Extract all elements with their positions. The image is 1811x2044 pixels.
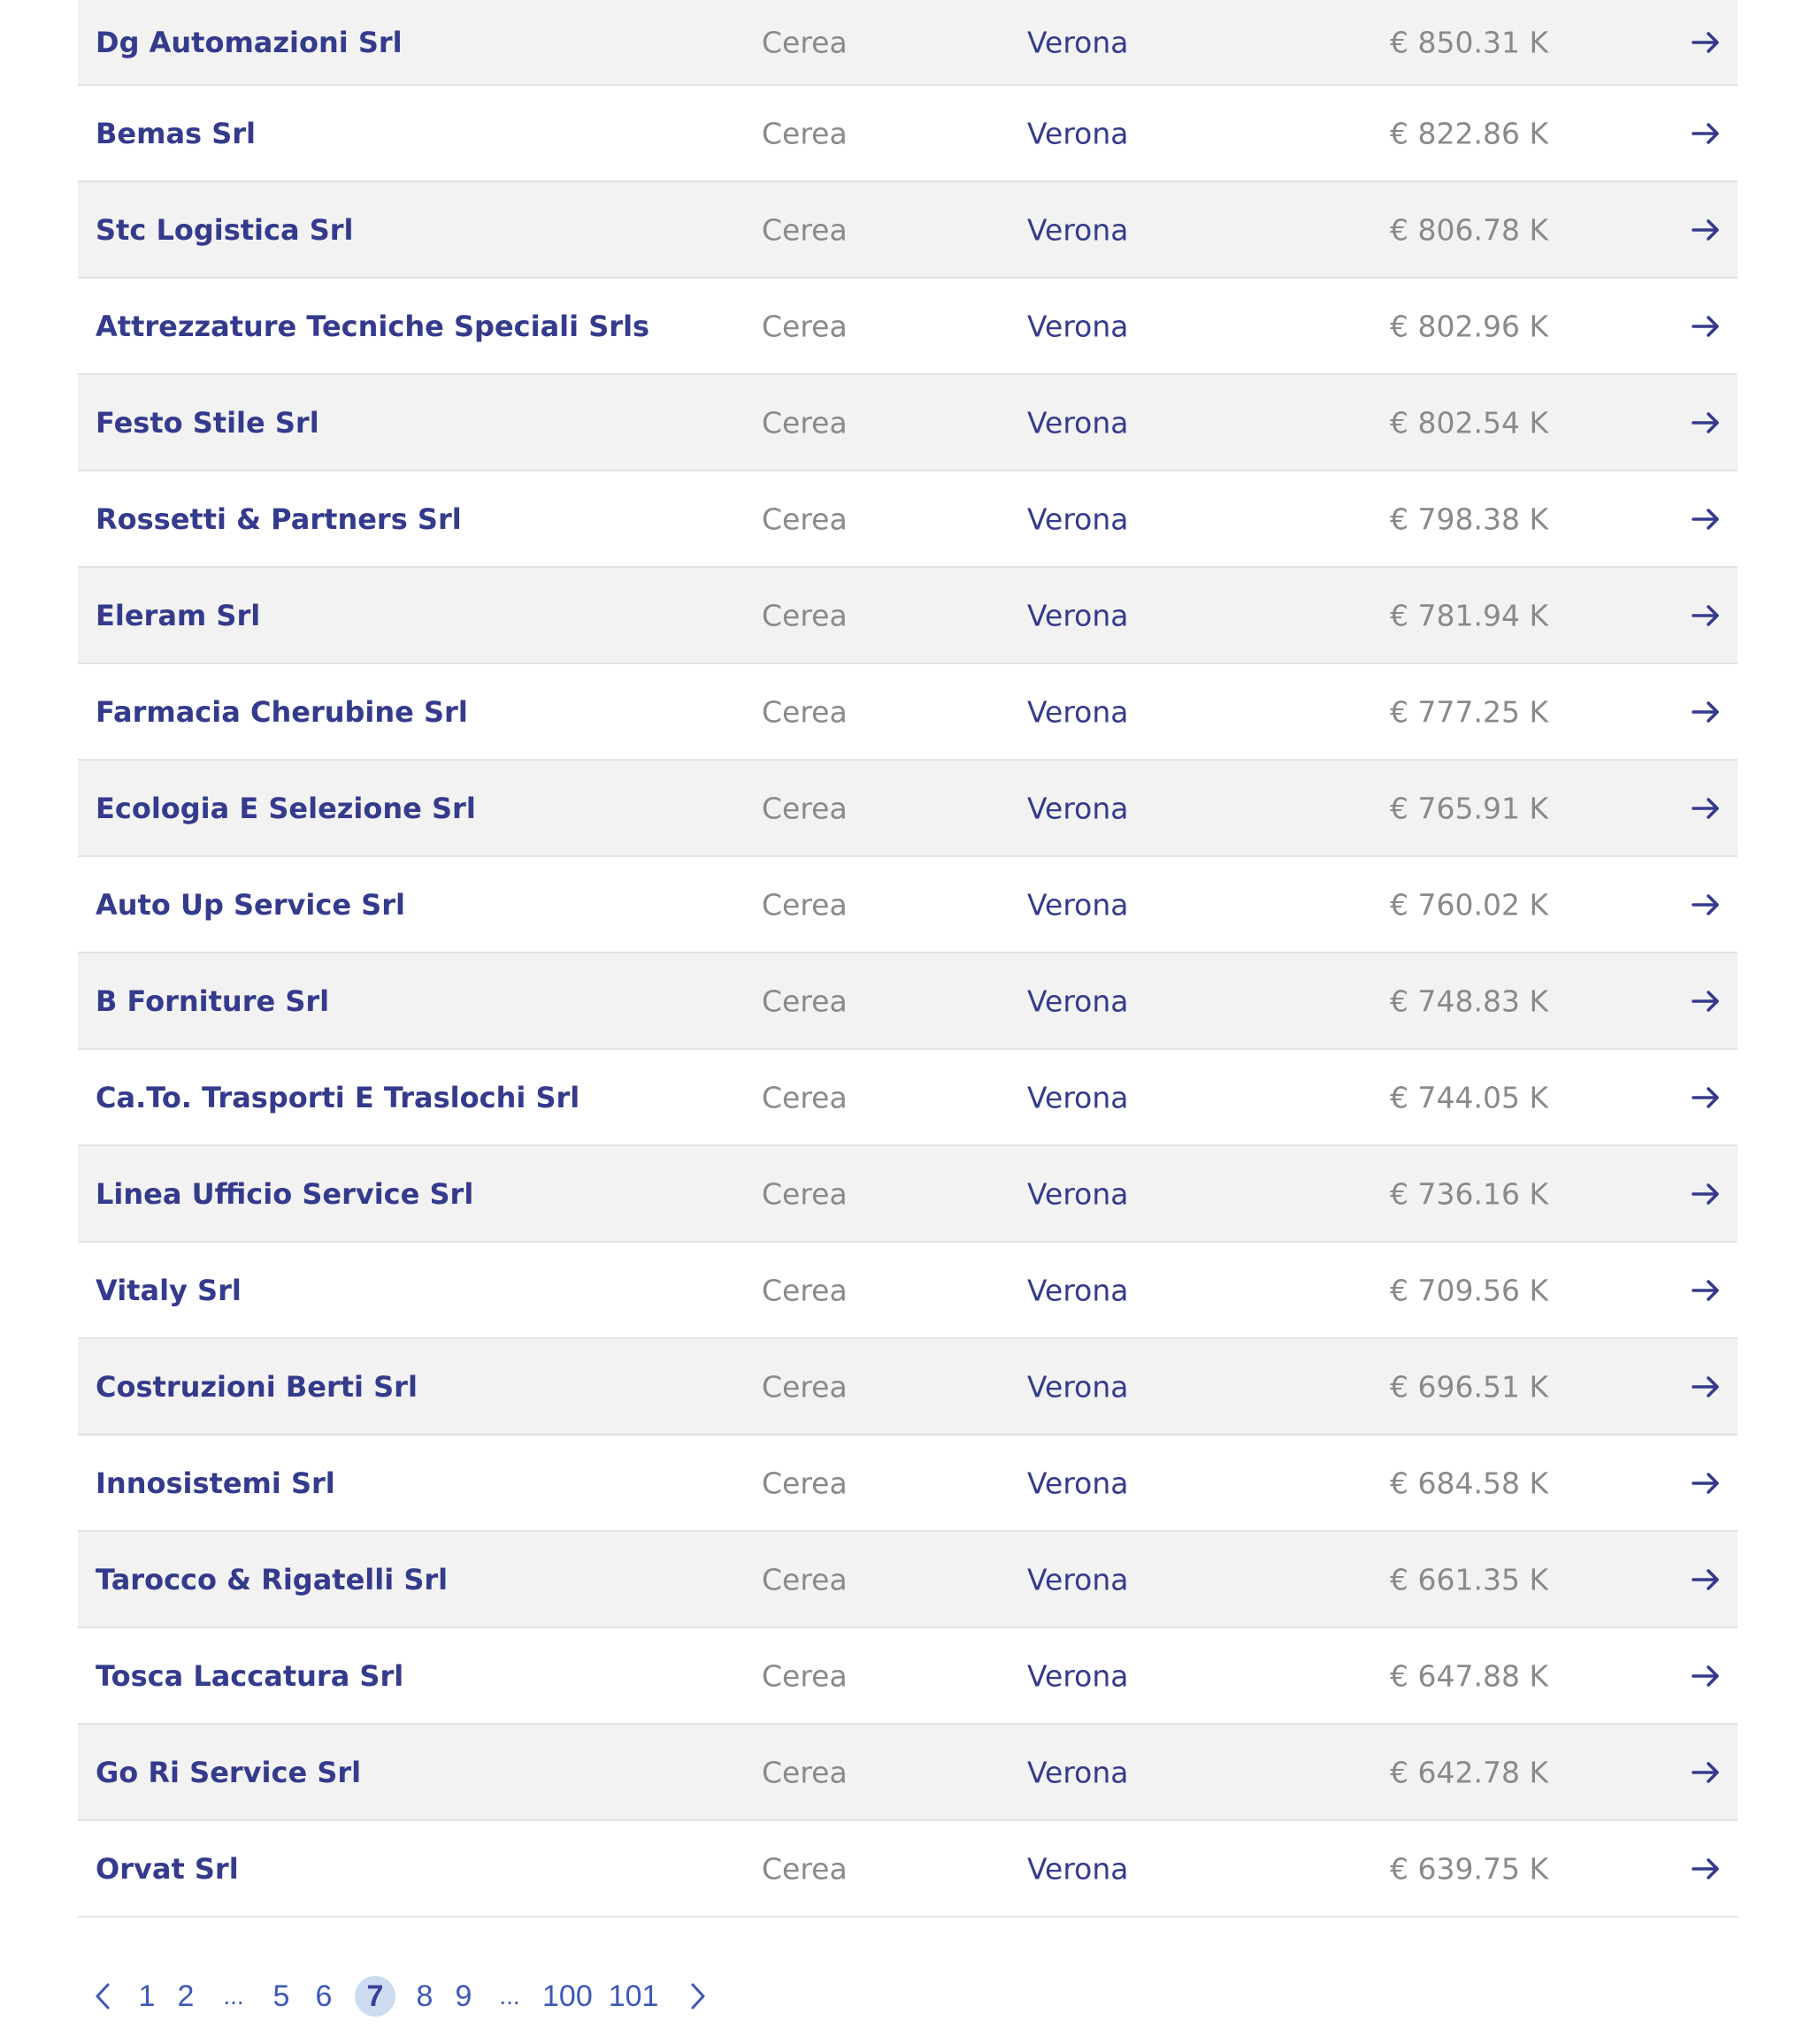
province-cell: Verona xyxy=(1027,501,1129,536)
city-cell: Cerea xyxy=(762,694,848,729)
revenue-cell: € 684.58 K xyxy=(1390,1466,1549,1500)
company-name-link[interactable]: Attrezzature Tecniche Speciali Srls xyxy=(96,309,650,343)
table-row[interactable] xyxy=(78,86,1738,182)
company-name-link[interactable]: Costruzioni Berti Srl xyxy=(96,1369,418,1404)
pagination-page[interactable]: 5 xyxy=(272,1979,290,2013)
arrow-right-icon[interactable] xyxy=(1688,1176,1723,1212)
chevron-left-icon[interactable] xyxy=(93,1974,112,2018)
province-cell: Verona xyxy=(1027,1369,1129,1404)
province-cell: Verona xyxy=(1027,1658,1129,1693)
company-name-link[interactable]: Festo Stile Srl xyxy=(96,405,319,440)
arrow-right-icon[interactable] xyxy=(1688,1562,1723,1597)
province-cell: Verona xyxy=(1027,1851,1129,1886)
revenue-cell: € 777.25 K xyxy=(1390,694,1549,729)
arrow-right-icon[interactable] xyxy=(1688,405,1723,440)
table-row[interactable] xyxy=(78,568,1738,664)
arrow-right-icon[interactable] xyxy=(1688,694,1723,730)
revenue-cell: € 760.02 K xyxy=(1390,887,1549,922)
province-cell: Verona xyxy=(1027,887,1129,922)
arrow-right-icon[interactable] xyxy=(1688,25,1723,60)
table-row[interactable] xyxy=(78,471,1738,568)
province-cell: Verona xyxy=(1027,694,1129,729)
table-row[interactable] xyxy=(78,1050,1738,1146)
company-name-link[interactable]: B Forniture Srl xyxy=(96,984,330,1018)
revenue-cell: € 709.56 K xyxy=(1390,1273,1549,1307)
company-name-link[interactable]: Eleram Srl xyxy=(96,598,261,632)
city-cell: Cerea xyxy=(762,1176,848,1211)
province-cell: Verona xyxy=(1027,1466,1129,1500)
table-row[interactable] xyxy=(78,664,1738,761)
province-cell: Verona xyxy=(1027,25,1129,59)
province-cell: Verona xyxy=(1027,1273,1129,1307)
province-cell: Verona xyxy=(1027,1080,1129,1114)
arrow-right-icon[interactable] xyxy=(1688,887,1723,922)
revenue-cell: € 802.96 K xyxy=(1390,309,1549,343)
arrow-right-icon[interactable] xyxy=(1688,1658,1723,1694)
revenue-cell: € 798.38 K xyxy=(1390,501,1549,536)
company-name-link[interactable]: Auto Up Service Srl xyxy=(96,887,405,922)
company-name-link[interactable]: Ecologia E Selezione Srl xyxy=(96,791,476,825)
company-name-link[interactable]: Bemas Srl xyxy=(96,116,257,150)
city-cell: Cerea xyxy=(762,405,848,440)
city-cell: Cerea xyxy=(762,212,848,247)
table-row[interactable] xyxy=(78,182,1738,279)
city-cell: Cerea xyxy=(762,1658,848,1693)
province-cell: Verona xyxy=(1027,1562,1129,1596)
city-cell: Cerea xyxy=(762,501,848,536)
table-row[interactable] xyxy=(78,0,1738,86)
table-row[interactable] xyxy=(78,1628,1738,1725)
pagination-page[interactable]: 8 xyxy=(416,1979,434,2013)
city-cell: Cerea xyxy=(762,1851,848,1886)
revenue-cell: € 781.94 K xyxy=(1390,598,1549,632)
table-row[interactable] xyxy=(78,1339,1738,1435)
revenue-cell: € 822.86 K xyxy=(1390,116,1549,150)
company-name-link[interactable]: Farmacia Cherubine Srl xyxy=(96,694,468,729)
revenue-cell: € 765.91 K xyxy=(1390,791,1549,825)
company-name-link[interactable]: Vitaly Srl xyxy=(96,1273,242,1307)
province-cell: Verona xyxy=(1027,116,1129,150)
table-row[interactable] xyxy=(78,1243,1738,1339)
province-cell: Verona xyxy=(1027,309,1129,343)
company-name-link[interactable]: Rossetti & Partners Srl xyxy=(96,501,462,536)
province-cell: Verona xyxy=(1027,1176,1129,1211)
city-cell: Cerea xyxy=(762,791,848,825)
arrow-right-icon[interactable] xyxy=(1688,212,1723,248)
revenue-cell: € 647.88 K xyxy=(1390,1658,1549,1693)
city-cell: Cerea xyxy=(762,25,848,59)
arrow-right-icon[interactable] xyxy=(1688,1273,1723,1308)
revenue-cell: € 736.16 K xyxy=(1390,1176,1549,1211)
company-name-link[interactable]: Ca.To. Trasporti E Traslochi Srl xyxy=(96,1080,580,1114)
company-name-link[interactable]: Orvat Srl xyxy=(96,1851,239,1886)
company-name-link[interactable]: Stc Logistica Srl xyxy=(96,212,354,247)
city-cell: Cerea xyxy=(762,309,848,343)
city-cell: Cerea xyxy=(762,1562,848,1596)
arrow-right-icon[interactable] xyxy=(1688,1369,1723,1405)
city-cell: Cerea xyxy=(762,1080,848,1114)
pagination xyxy=(93,1974,708,2018)
province-cell: Verona xyxy=(1027,212,1129,247)
table-row[interactable] xyxy=(78,1435,1738,1532)
pagination-page[interactable]: 1 xyxy=(138,1979,156,2013)
arrow-right-icon[interactable] xyxy=(1688,501,1723,537)
table-row[interactable] xyxy=(78,761,1738,857)
revenue-cell: € 850.31 K xyxy=(1390,25,1549,59)
arrow-right-icon[interactable] xyxy=(1688,984,1723,1019)
province-cell: Verona xyxy=(1027,598,1129,632)
company-name-link[interactable]: Go Ri Service Srl xyxy=(96,1755,362,1789)
pagination-page[interactable]: 2 xyxy=(177,1979,195,2013)
company-name-link[interactable]: Linea Ufficio Service Srl xyxy=(96,1176,474,1211)
city-cell: Cerea xyxy=(762,1273,848,1307)
revenue-cell: € 802.54 K xyxy=(1390,405,1549,440)
city-cell: Cerea xyxy=(762,887,848,922)
company-name-link[interactable]: Tarocco & Rigatelli Srl xyxy=(96,1562,449,1596)
city-cell: Cerea xyxy=(762,1755,848,1789)
revenue-cell: € 661.35 K xyxy=(1390,1562,1549,1596)
province-cell: Verona xyxy=(1027,791,1129,825)
revenue-cell: € 639.75 K xyxy=(1390,1851,1549,1886)
table-row[interactable] xyxy=(78,375,1738,471)
company-name-link[interactable]: Dg Automazioni Srl xyxy=(96,25,403,59)
table-row[interactable] xyxy=(78,953,1738,1050)
revenue-cell: € 806.78 K xyxy=(1390,212,1549,247)
table-row[interactable] xyxy=(78,1821,1738,1918)
revenue-cell: € 748.83 K xyxy=(1390,984,1549,1018)
pagination-page[interactable]: 101 xyxy=(608,1979,659,2013)
table-row[interactable] xyxy=(78,1532,1738,1628)
arrow-right-icon[interactable] xyxy=(1688,1755,1723,1790)
company-name-link[interactable]: Tosca Laccatura Srl xyxy=(96,1658,404,1693)
arrow-right-icon[interactable] xyxy=(1688,1080,1723,1115)
city-cell: Cerea xyxy=(762,598,848,632)
province-cell: Verona xyxy=(1027,405,1129,440)
arrow-right-icon[interactable] xyxy=(1688,309,1723,344)
company-name-link[interactable]: Innosistemi Srl xyxy=(96,1466,335,1500)
arrow-right-icon[interactable] xyxy=(1688,1851,1723,1887)
chevron-right-icon[interactable] xyxy=(688,1974,708,2018)
arrow-right-icon[interactable] xyxy=(1688,791,1723,826)
pagination-ellipsis: ... xyxy=(223,1982,244,2010)
revenue-cell: € 696.51 K xyxy=(1390,1369,1549,1404)
pagination-page[interactable]: 6 xyxy=(315,1979,333,2013)
table-row[interactable] xyxy=(78,279,1738,375)
pagination-current-page[interactable]: 7 xyxy=(355,1976,395,2017)
revenue-cell: € 642.78 K xyxy=(1390,1755,1549,1789)
city-cell: Cerea xyxy=(762,1369,848,1404)
arrow-right-icon[interactable] xyxy=(1688,1466,1723,1501)
table-row[interactable] xyxy=(78,1725,1738,1821)
city-cell: Cerea xyxy=(762,1466,848,1500)
province-cell: Verona xyxy=(1027,984,1129,1018)
company-table xyxy=(78,0,1738,1918)
city-cell: Cerea xyxy=(762,116,848,150)
table-row[interactable] xyxy=(78,1146,1738,1243)
arrow-right-icon[interactable] xyxy=(1688,116,1723,151)
pagination-page[interactable]: 100 xyxy=(542,1979,593,2013)
city-cell: Cerea xyxy=(762,984,848,1018)
table-row[interactable] xyxy=(78,857,1738,953)
pagination-page[interactable]: 9 xyxy=(455,1979,472,2013)
province-cell: Verona xyxy=(1027,1755,1129,1789)
arrow-right-icon[interactable] xyxy=(1688,598,1723,633)
revenue-cell: € 744.05 K xyxy=(1390,1080,1549,1114)
pagination-ellipsis: ... xyxy=(499,1982,520,2010)
